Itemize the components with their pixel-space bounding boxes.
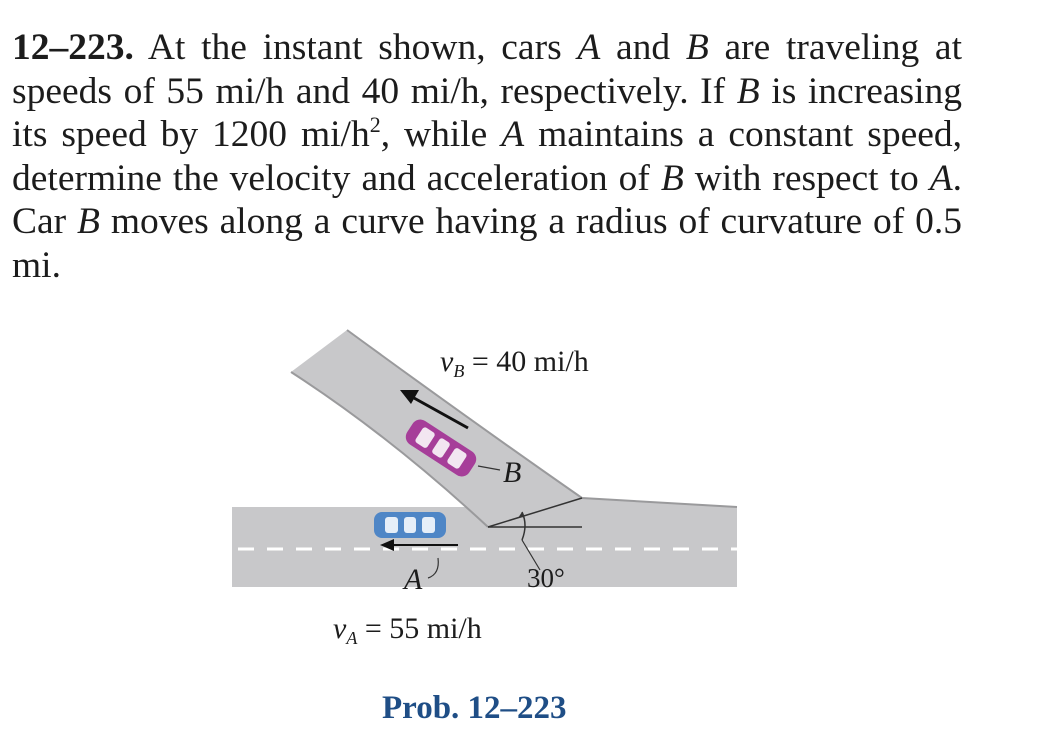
velocity-a-subscript: A	[346, 628, 358, 648]
text-seg7: with respect to	[683, 157, 930, 199]
car-a-ref-2: A	[501, 114, 525, 155]
velocity-a-symbol: v	[333, 612, 347, 645]
text-seg3: are traveling at speeds of 55 mi/h and 40 mi/h, respectively. If	[12, 27, 962, 112]
label-a: A	[404, 563, 423, 596]
problem-number: 12–223.	[12, 27, 134, 68]
car-b-ref-4: B	[77, 201, 100, 242]
exponent: 2	[369, 112, 381, 137]
car-b-ref-2: B	[736, 70, 760, 112]
text-seg9: moves along a curve having a radius of curvature of 0.5 mi.	[12, 201, 962, 286]
car-b-ref: B	[685, 27, 709, 68]
text-seg2: and	[600, 27, 686, 68]
velocity-b-subscript: B	[453, 361, 465, 381]
text-seg6: maintains a constant speed, determine the velocity and acceleration of	[12, 114, 962, 199]
car-a-icon	[374, 512, 446, 538]
velocity-b-value: = 40 mi/h	[464, 345, 589, 378]
car-a-ref-3: A	[929, 157, 953, 199]
car-a-ref: A	[577, 27, 601, 68]
text-seg4: is increasing its speed by 1200 mi/h	[12, 70, 962, 155]
label-b-wrap	[503, 456, 521, 490]
text-seg8: . Car	[12, 157, 962, 242]
angle-label: 30°	[527, 563, 565, 593]
text-seg5: , while	[380, 114, 502, 155]
text-seg1: At the instant shown, cars	[147, 27, 578, 68]
velocity-a-label	[333, 612, 482, 649]
velocity-a-value: = 55 mi/h	[357, 612, 482, 645]
velocity-b-symbol: v	[440, 345, 454, 378]
label-b: B	[503, 456, 522, 489]
car-b-ref-3: B	[660, 157, 684, 199]
figure-caption: Prob. 12–223	[382, 690, 567, 726]
velocity-b-label	[440, 345, 589, 382]
label-a-wrap	[404, 563, 422, 597]
